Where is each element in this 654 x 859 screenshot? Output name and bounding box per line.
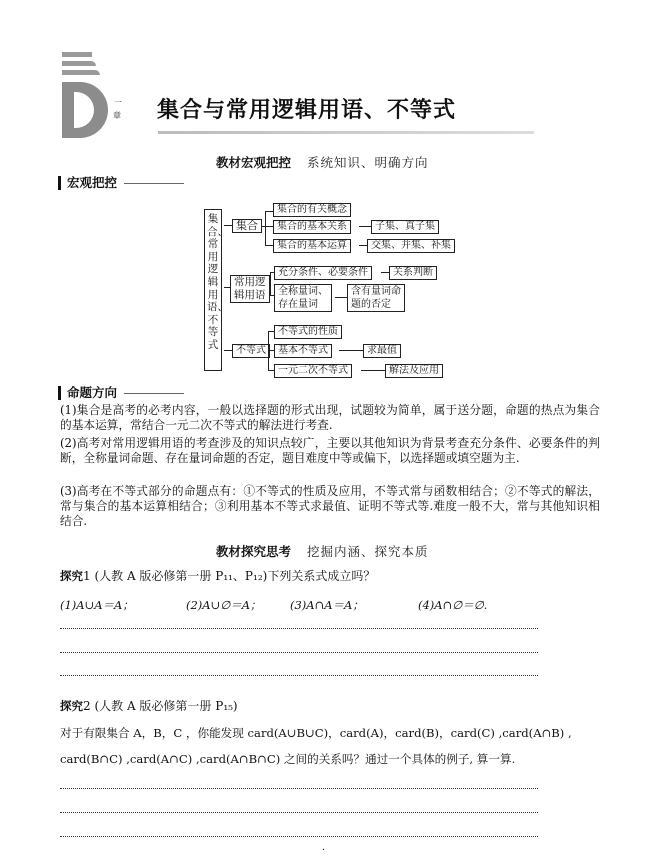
explore-1-item: (3)A∩A＝A； bbox=[290, 598, 364, 612]
map-ineq-quadratic: 一元二次不等式 bbox=[274, 364, 352, 378]
direction-p2: (2)高考对常用逻辑用语的考查涉及的知识点较广，主要以其他知识为背景考查充分条件、必要条件的判断，全称量词命题、存在量词命题的否定，题目难度中等或偏下，以选择题或填空题为主. bbox=[60, 436, 600, 465]
title-rule bbox=[158, 131, 534, 134]
map-sets-operation: 集合的基本运算 bbox=[273, 239, 351, 253]
answer-line bbox=[60, 836, 538, 837]
explore-1-items bbox=[0, 597, 654, 613]
footer-mark: · bbox=[322, 845, 326, 856]
direction-heading: 命题方向 bbox=[58, 386, 117, 400]
explore-2-line2: card(B∩C) ,card(A∩C) ,card(A∩B∩C) 之间的关系吗？通过一个具体的例子, 算一算. bbox=[60, 752, 516, 766]
direction-p1: (1)集合是高考的必考内容，一般以选择题的形式出现，试题较为简单，属于送分题，命题的热点为集合的基本运算，常结合一元二次不等式的解法进行考查. bbox=[60, 403, 600, 432]
map-ineq-property: 不等式的性质 bbox=[274, 325, 342, 339]
answer-line bbox=[60, 788, 538, 789]
map-logic-judge: 关系判断 bbox=[389, 266, 437, 280]
section-title: 教材探究思考 bbox=[216, 544, 292, 559]
map-logic-condition: 充分条件、必要条件 bbox=[274, 266, 372, 280]
map-ineq-solution: 解法及应用 bbox=[385, 364, 443, 378]
map-sets-relation: 集合的基本关系 bbox=[273, 220, 351, 234]
answer-line bbox=[60, 652, 538, 653]
answer-line bbox=[60, 812, 538, 813]
explore-2-line1: 对于有限集合 A，B，C ，你能发现 card(A∪B∪C)，card(A)，card(B)，card(C) ,card(A∩B) , bbox=[60, 726, 572, 740]
explore-1-question: 探究1 (人教 A 版必修第一册 P₁₁、P₁₂)下列关系式成立吗？ bbox=[60, 569, 376, 583]
map-sets: 集合 bbox=[232, 219, 262, 233]
section-title: 教材宏观把控 bbox=[216, 155, 292, 170]
map-sets-subset: 子集、真子集 bbox=[371, 220, 439, 234]
map-logic-negation: 含有量词命 题的否定 bbox=[347, 284, 405, 312]
map-sets-ops: 交集、并集、补集 bbox=[367, 239, 455, 253]
chapter-title: 集合与常用逻辑用语、不等式 bbox=[157, 98, 457, 123]
section-subtitle: 系统知识、明确方向 bbox=[307, 155, 429, 170]
section-subtitle: 挖掘内涵、探究本质 bbox=[307, 544, 429, 559]
explore-1-item: (1)A∪A＝A； bbox=[60, 598, 134, 612]
chapter-badge-bottom: 章 bbox=[113, 111, 121, 120]
explore-1-item: (4)A∩∅＝∅. bbox=[418, 598, 488, 612]
map-sets-concept: 集合的有关概念 bbox=[273, 203, 351, 217]
chapter-badge-top: 一 bbox=[114, 98, 122, 107]
explore-1-item: (2)A∪∅＝A； bbox=[186, 598, 262, 612]
direction-p3: (3)高考在不等式部分的命题点有：①不等式的性质及应用，不等式常与函数相结合；②不等式的解法，常与集合的基本运算相结合；③利用基本不等式求最值、证明不等式等.难度一般不大，常与其他知识相结合. bbox=[60, 484, 600, 528]
explore-2-question: 探究2 (人教 A 版必修第一册 P₁₅) bbox=[60, 699, 238, 713]
map-logic-quantifier: 全称量词、 存在量词 bbox=[274, 284, 332, 312]
section-header-2 bbox=[216, 542, 429, 560]
answer-line bbox=[60, 628, 538, 629]
direction-heading-rule bbox=[124, 393, 184, 394]
map-root: 集合、常用逻辑用语、不等式 bbox=[204, 209, 222, 371]
map-inequality: 不等式 bbox=[232, 344, 270, 358]
map-ineq-extreme: 求最值 bbox=[363, 344, 401, 358]
macro-heading: 宏观把控 bbox=[58, 176, 117, 190]
map-logic: 常用逻 辑用语 bbox=[230, 275, 270, 303]
map-ineq-basic: 基本不等式 bbox=[274, 344, 332, 358]
macro-heading-rule bbox=[124, 183, 184, 184]
chapter-logo bbox=[62, 52, 110, 138]
answer-line bbox=[60, 675, 538, 676]
section-header-1 bbox=[216, 153, 429, 171]
